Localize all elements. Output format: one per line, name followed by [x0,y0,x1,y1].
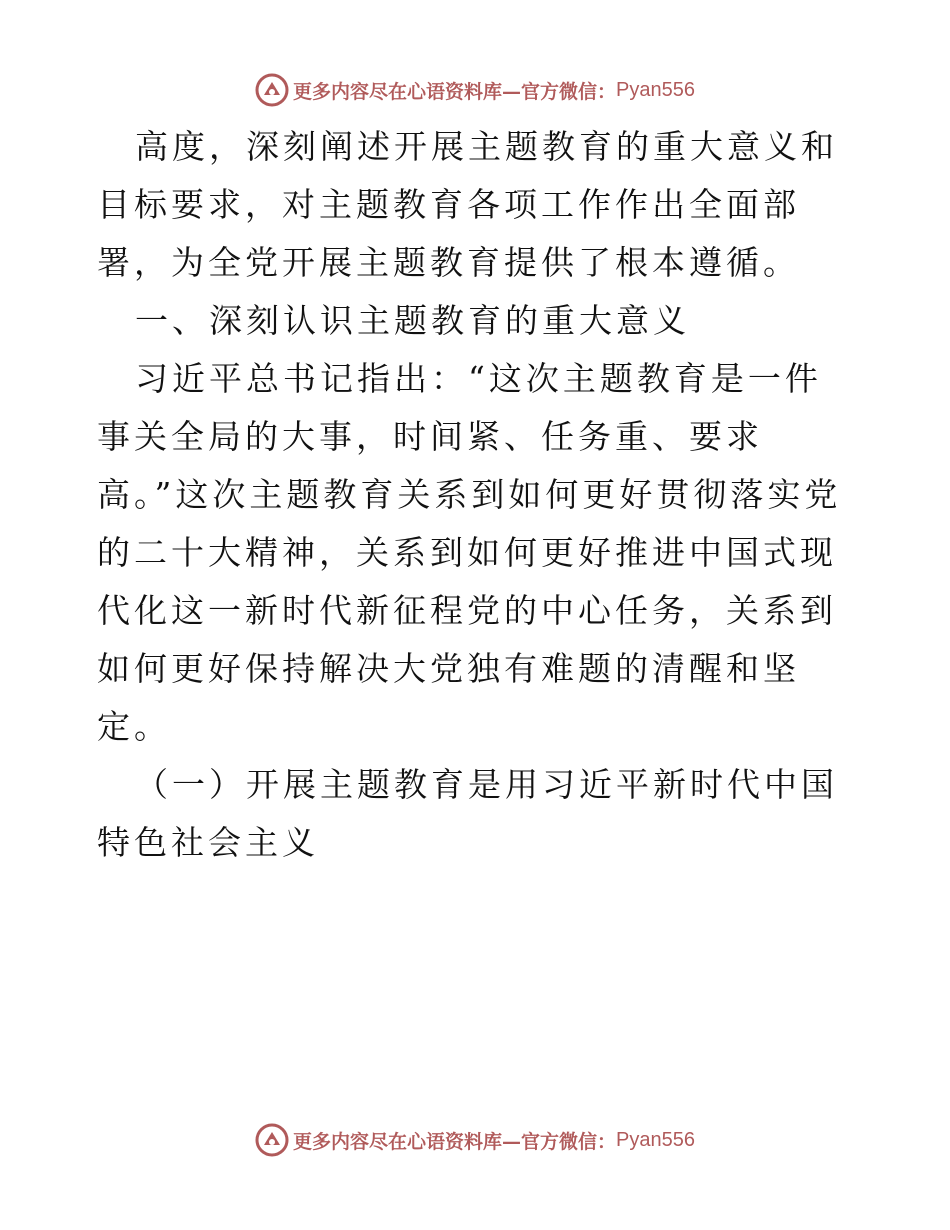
subsection-heading [97,756,857,872]
body-line-8: 化这一新时代新征程党的中心任务，关系到如何更好保持解决 [97,591,837,688]
body-line-1: 高度，深刻阐述开展主题教育的重大意义和目标要求，对主题 [97,127,838,224]
brand-logo-icon [255,73,289,107]
body-line-7: 好贯彻落实党的二十大精神，关系到如何更好推进中国式现代 [97,475,842,630]
footer-brand-id: Pyan556 [616,1128,695,1151]
brand-logo-icon [255,1123,289,1157]
body-line-9: 大党独有难题的清醒和坚定。 [97,649,800,746]
body-line-3: 遵循。 [689,243,800,282]
paragraph-1 [97,118,857,292]
paragraph-2 [97,350,857,756]
header-watermark [0,70,950,110]
header-brand-text: 更多内容尽在心语资料库—官方微信： [293,80,617,103]
section-heading [97,292,857,350]
header-brand-id: Pyan556 [616,78,695,101]
body-line-5: 习近平总书记指出：“这次主题教育是一件事关全局的大 [97,359,822,456]
subheading-text: （一）开展主题教育是用习近平新时代中国特色社会主义 [97,765,838,862]
document-body [97,118,857,872]
footer-brand-text: 更多内容尽在心语资料库—官方微信： [293,1130,617,1153]
body-line-2: 教育各项工作作出全面部署，为全党开展主题教育提供了根本 [97,185,800,282]
body-line-6: 事，时间紧、任务重、要求高。”这次主题教育关系到如何更 [97,417,763,514]
footer-watermark [0,1120,950,1160]
heading-text: 一、深刻认识主题教育的重大意义 [135,301,690,340]
